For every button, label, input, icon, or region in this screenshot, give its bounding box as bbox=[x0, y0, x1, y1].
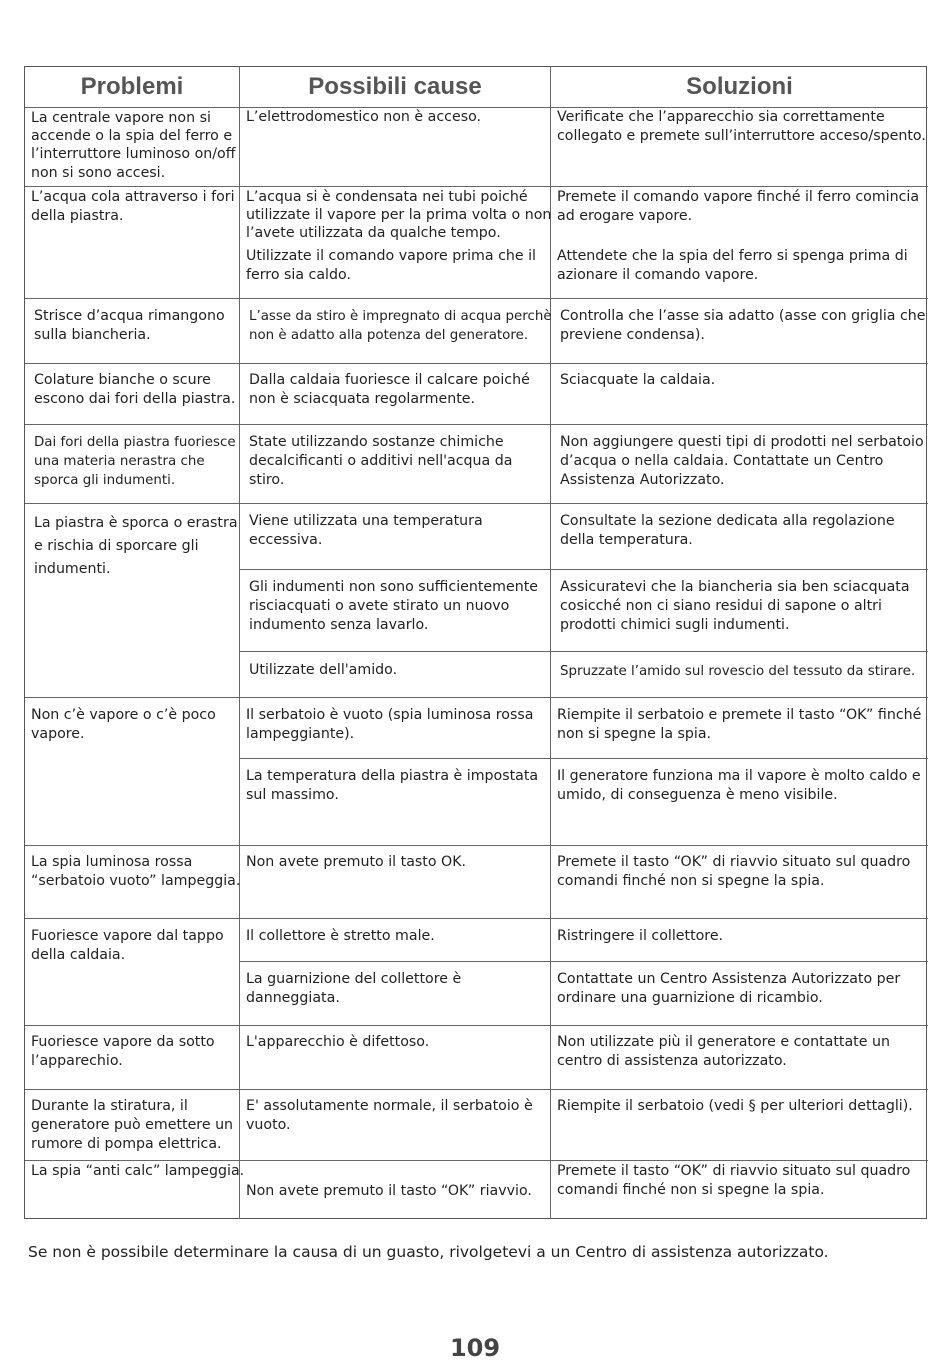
solution-cell: Il generatore funziona ma il vapore è molto caldo e umido, di conseguenza è meno visibile. bbox=[557, 768, 921, 803]
problem-cell: La piastra è sporca o erastra e rischia di sporcare gli indumenti. bbox=[34, 515, 238, 577]
solution-cell: Attendete che la spia del ferro si spenga prima di azionare il comando vapore. bbox=[557, 248, 908, 283]
solution-cell: Controlla che l’asse sia adatto (asse con griglia che previene condensa). bbox=[560, 308, 926, 343]
cause-cell: L'apparecchio è difettoso. bbox=[246, 1034, 430, 1050]
column-divider bbox=[239, 67, 240, 1219]
cause-cell: Non avete premuto il tasto “OK” riavvio. bbox=[246, 1183, 532, 1199]
page-number: 109 bbox=[449, 1334, 501, 1362]
solution-cell: Sciacquate la caldaia. bbox=[560, 372, 716, 388]
row-divider bbox=[239, 758, 928, 759]
row-divider bbox=[25, 363, 928, 364]
problem-cell: Fuoriesce vapore da sotto l’apparechio. bbox=[31, 1034, 215, 1069]
problem-cell: Strisce d’acqua rimangono sulla biancheria. bbox=[34, 308, 225, 343]
header-causes: Possibili cause bbox=[308, 73, 482, 100]
solution-cell: Assicuratevi che la biancheria sia ben sciacquata cosicché non ci siano residui di sapone o altri prodotti chimici sugli indumenti. bbox=[560, 579, 910, 633]
solution-cell: Consultate la sezione dedicata alla regolazione della temperatura. bbox=[560, 513, 895, 548]
row-divider bbox=[239, 569, 928, 570]
cause-cell: L’acqua si è condensata nei tubi poiché utilizzate il vapore per la prima volta o non l’avete utilizzata da qualche tempo. bbox=[246, 189, 552, 242]
row-divider bbox=[25, 298, 928, 299]
solution-cell: Contattate un Centro Assistenza Autorizzato per ordinare una guarnizione di ricambio. bbox=[557, 971, 901, 1006]
cause-cell: L’elettrodomestico non è acceso. bbox=[246, 109, 482, 125]
header-solutions: Soluzioni bbox=[686, 73, 793, 100]
problem-cell: La spia “anti calc” lampeggia. bbox=[31, 1163, 245, 1179]
row-divider bbox=[25, 1089, 928, 1090]
solution-cell: Premete il tasto “OK” di riavvio situato sul quadro comandi finché non si spegne la spia. bbox=[557, 1163, 911, 1198]
cause-cell: Il collettore è stretto male. bbox=[246, 928, 435, 944]
solution-cell: Riempite il serbatoio e premete il tasto “OK” finché non si spegne la spia. bbox=[557, 707, 922, 742]
solution-cell: Non aggiungere questi tipi di prodotti nel serbatoio d’acqua o nella caldaia. Contattate un Centro Assistenza Autorizzato. bbox=[560, 434, 924, 488]
problem-cell: La centrale vapore non si accende o la spia del ferro e l’interruttore luminoso on/off non si sono accesi. bbox=[31, 110, 236, 181]
problem-cell: La spia luminosa rossa “serbatoio vuoto” lampeggia. bbox=[31, 854, 241, 889]
solution-cell: Premete il comando vapore finché il ferro comincia ad erogare vapore. bbox=[557, 189, 920, 224]
cause-cell: Non avete premuto il tasto OK. bbox=[246, 854, 467, 870]
problem-cell: Fuoriesce vapore dal tappo della caldaia. bbox=[31, 928, 224, 963]
cause-cell: Utilizzate il comando vapore prima che il ferro sia caldo. bbox=[246, 248, 536, 283]
row-divider bbox=[25, 845, 928, 846]
cause-cell: Dalla caldaia fuoriesce il calcare poiché non è sciacquata regolarmente. bbox=[249, 372, 530, 407]
solution-cell: Non utilizzate più il generatore e contattate un centro di assistenza autorizzato. bbox=[557, 1034, 890, 1069]
cause-cell: La temperatura della piastra è impostata sul massimo. bbox=[246, 768, 539, 803]
row-divider bbox=[25, 1025, 928, 1026]
footer-note: Se non è possibile determinare la causa di un guasto, rivolgetevi a un Centro di assistenza autorizzato. bbox=[28, 1243, 829, 1261]
cause-cell: Gli indumenti non sono sufficientemente risciacquati o avete stirato un nuovo indumento senza lavarlo. bbox=[249, 579, 538, 633]
solution-cell: Verificate che l’apparecchio sia correttamente collegato e premete sull’interruttore acceso/spento. bbox=[557, 109, 926, 144]
solution-cell: Spruzzate l’amido sul rovescio del tessuto da stirare. bbox=[560, 664, 916, 679]
row-divider bbox=[25, 918, 928, 919]
row-divider bbox=[25, 424, 928, 425]
troubleshooting-table bbox=[24, 66, 927, 1219]
solution-cell: Premete il tasto “OK” di riavvio situato sul quadro comandi finché non si spegne la spia. bbox=[557, 854, 911, 889]
cause-cell: La guarnizione del collettore è danneggiata. bbox=[246, 971, 462, 1006]
cause-cell: Il serbatoio è vuoto (spia luminosa rossa lampeggiante). bbox=[246, 707, 534, 742]
row-divider bbox=[239, 651, 928, 652]
cause-cell: Viene utilizzata una temperatura eccessiva. bbox=[249, 513, 483, 548]
cause-cell: L’asse da stiro è impregnato di acqua perchè non è adatto alla potenza del generatore. bbox=[249, 309, 552, 343]
cause-cell: E' assolutamente normale, il serbatoio è vuoto. bbox=[246, 1098, 533, 1133]
problem-cell: Non c’è vapore o c’è poco vapore. bbox=[31, 707, 216, 742]
cause-cell: State utilizzando sostanze chimiche decalcificanti o additivi nell'acqua da stiro. bbox=[249, 434, 513, 488]
cause-cell: Utilizzate dell'amido. bbox=[249, 662, 398, 678]
header-problems: Problemi bbox=[80, 73, 184, 100]
problem-cell: Durante la stiratura, il generatore può emettere un rumore di pompa elettrica. bbox=[31, 1098, 234, 1152]
row-divider bbox=[25, 503, 928, 504]
problem-cell: Colature bianche o scure escono dai fori della piastra. bbox=[34, 372, 236, 407]
solution-cell: Riempite il serbatoio (vedi § per ulteriori dettagli). bbox=[557, 1098, 913, 1114]
solution-cell: Ristringere il collettore. bbox=[557, 928, 724, 944]
row-divider bbox=[25, 697, 928, 698]
problem-cell: L’acqua cola attraverso i fori della piastra. bbox=[31, 189, 235, 224]
row-divider bbox=[239, 961, 928, 962]
problem-cell: Dai fori della piastra fuoriesce una materia nerastra che sporca gli indumenti. bbox=[34, 435, 236, 488]
